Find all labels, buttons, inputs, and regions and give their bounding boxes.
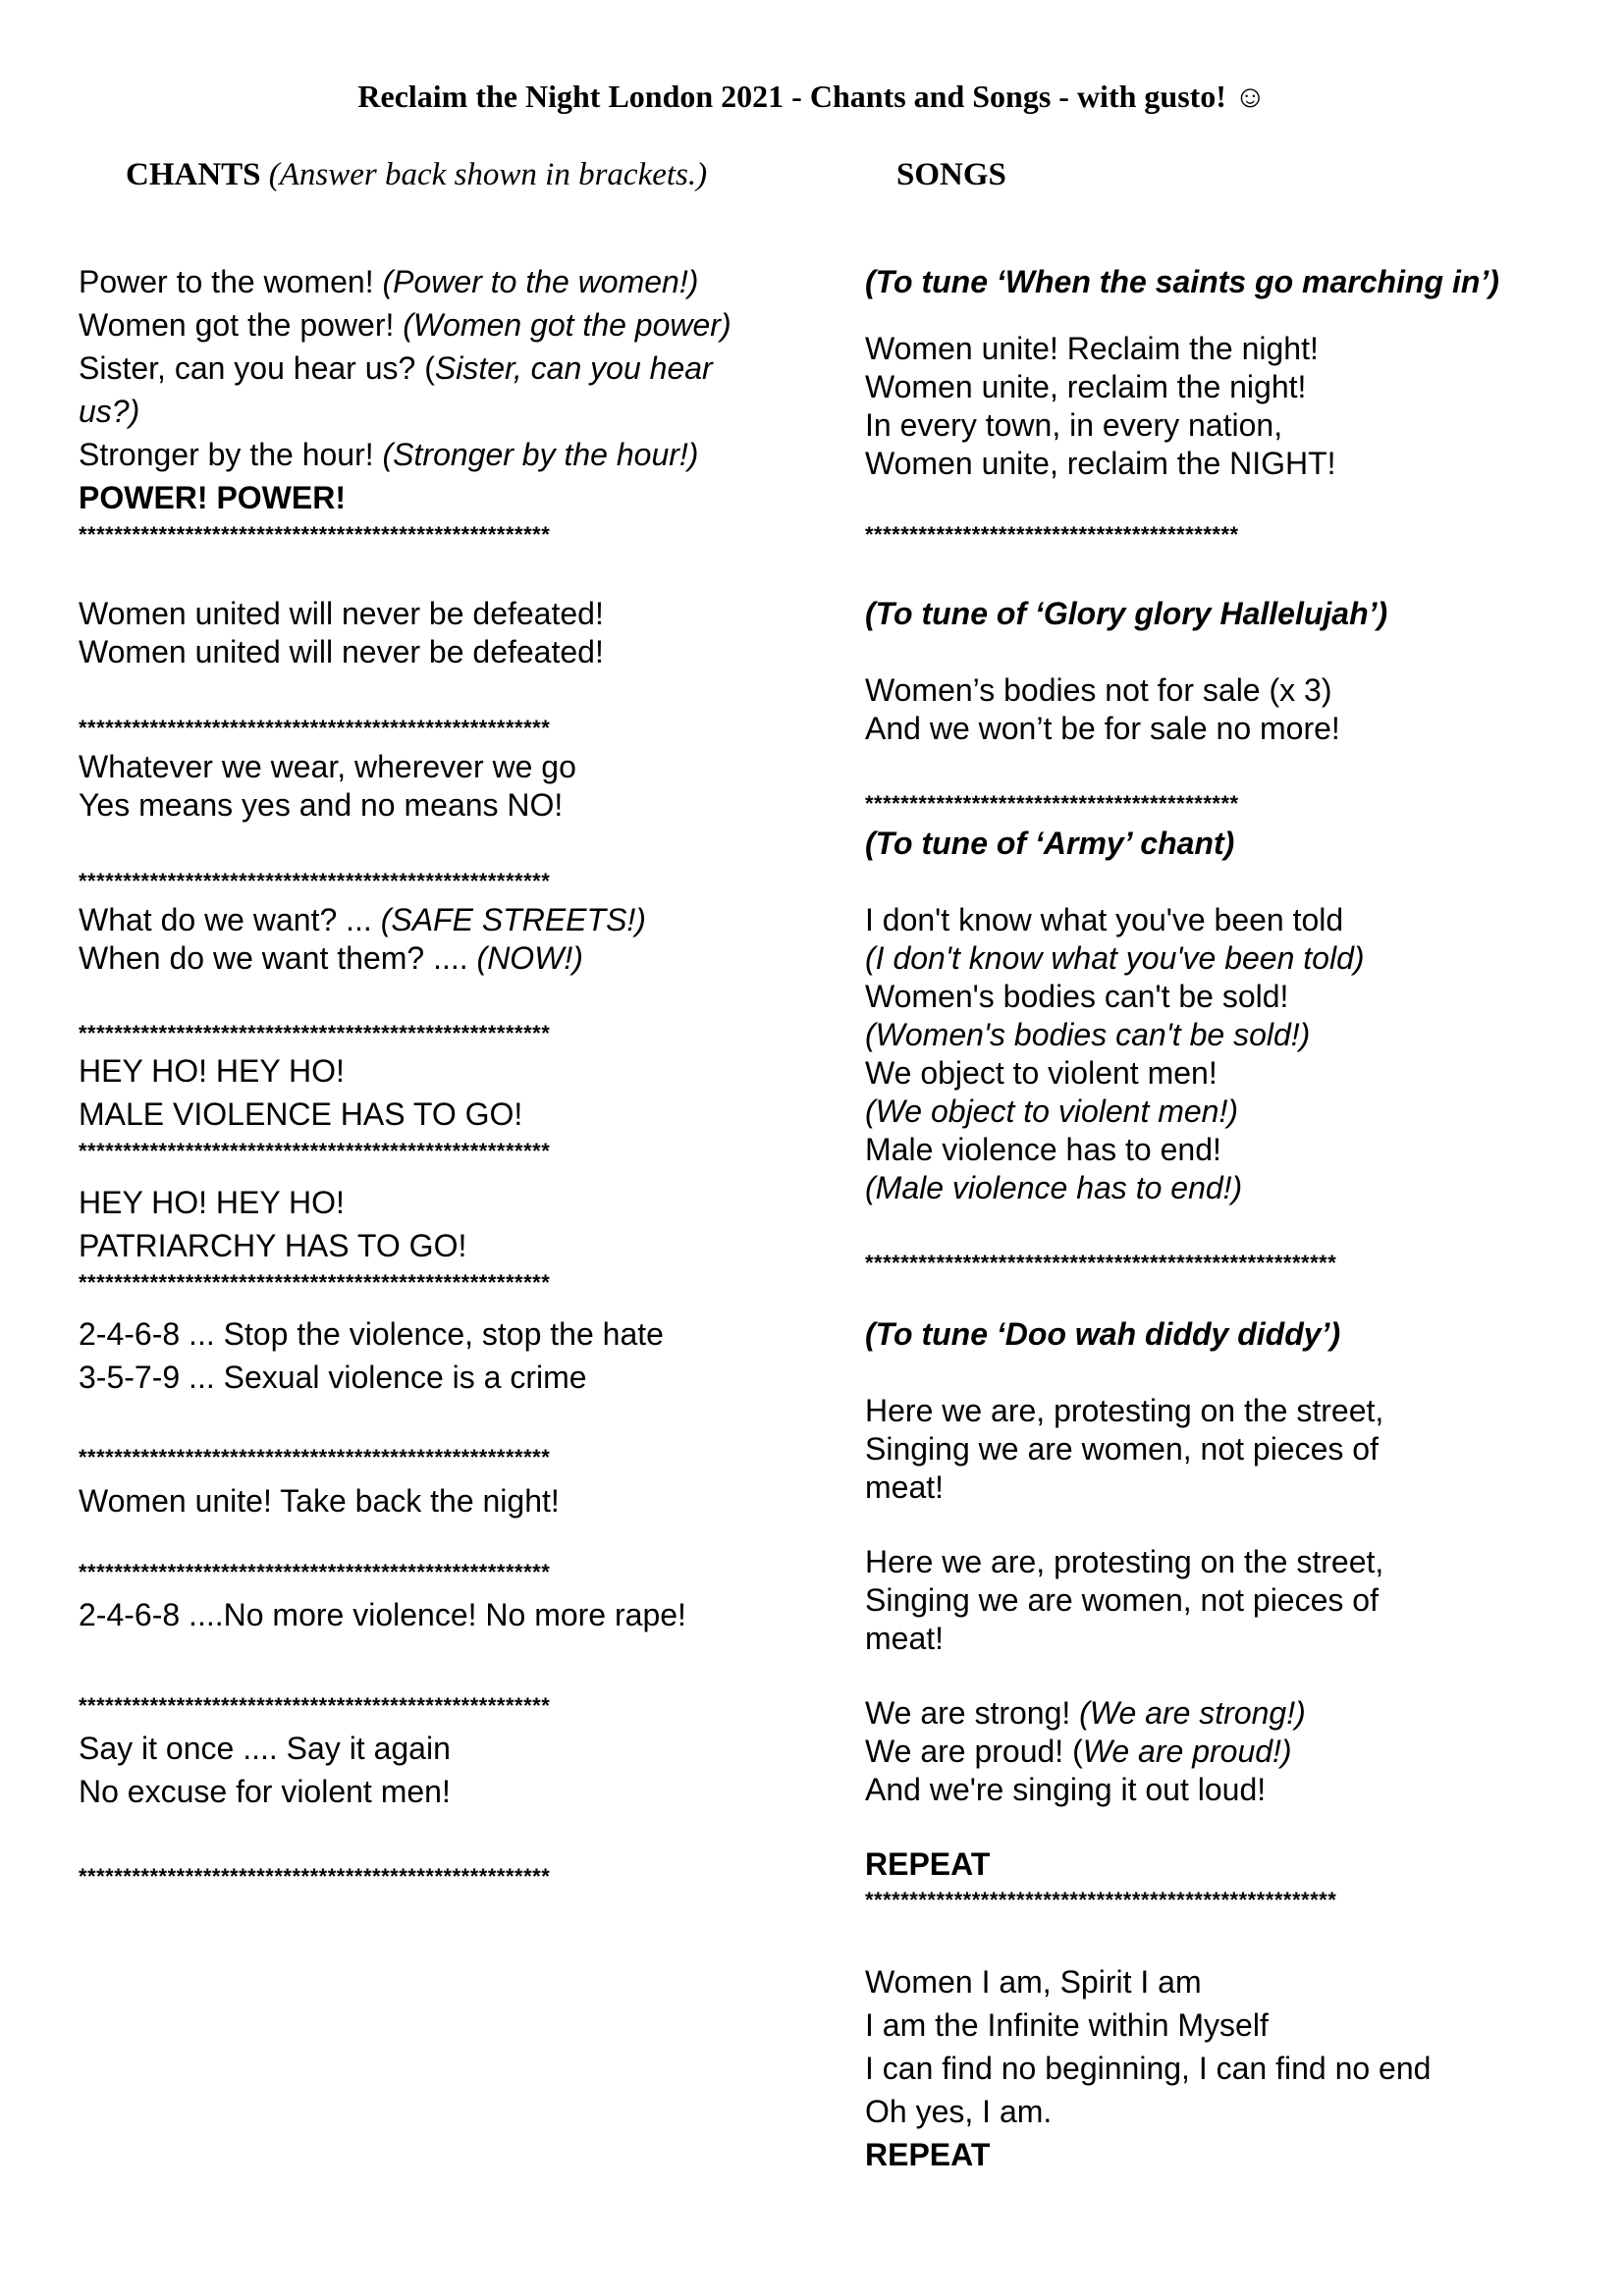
chant-line: Women united will never be defeated! bbox=[79, 596, 604, 631]
song-line: Oh yes, I am. bbox=[865, 2094, 1053, 2129]
chant-line: Stronger by the hour! (Stronger by the hour!) bbox=[79, 437, 699, 472]
chant-line: Yes means yes and no means NO! bbox=[79, 787, 564, 823]
star-divider: ***************************************************** bbox=[79, 1021, 551, 1045]
chant-line: What do we want? ... (SAFE STREETS!) bbox=[79, 902, 646, 937]
song-line: We are strong! (We are strong!) bbox=[865, 1695, 1306, 1731]
song-line: Women's bodies can't be sold! bbox=[865, 979, 1289, 1014]
star-divider: ***************************************************** bbox=[865, 1888, 1337, 1912]
song-tune-heading: (To tune ‘Doo wah diddy diddy’) bbox=[865, 1316, 1341, 1352]
song-line: We are proud! (We are proud!) bbox=[865, 1734, 1292, 1769]
song-line: Women unite! Reclaim the night! bbox=[865, 331, 1319, 366]
song-tune-heading: (To tune of ‘Glory glory Hallelujah’) bbox=[865, 596, 1388, 631]
chant-line: HEY HO! HEY HO! bbox=[79, 1185, 345, 1220]
star-divider: ***************************************************** bbox=[79, 1864, 551, 1889]
star-divider: ***************************************************** bbox=[79, 1139, 551, 1163]
song-tune-heading: (To tune ‘When the saints go marching in’) bbox=[865, 264, 1499, 299]
song-line: I am the Infinite within Myself bbox=[865, 2007, 1269, 2043]
chant-line: 2-4-6-8 ... Stop the violence, stop the hate bbox=[79, 1316, 664, 1352]
song-line: I can find no beginning, I can find no end bbox=[865, 2051, 1432, 2086]
page-title: Reclaim the Night London 2021 - Chants and Songs - with gusto! ☺ bbox=[357, 79, 1267, 114]
chant-line: 3-5-7-9 ... Sexual violence is a crime bbox=[79, 1360, 587, 1395]
song-tune-heading: (To tune of ‘Army’ chant) bbox=[865, 826, 1235, 861]
song-line: Singing we are women, not pieces of bbox=[865, 1582, 1379, 1618]
star-divider: ***************************************************** bbox=[79, 522, 551, 547]
song-line: Male violence has to end! bbox=[865, 1132, 1221, 1167]
chant-line: HEY HO! HEY HO! bbox=[79, 1053, 345, 1089]
chant-line: Power to the women! (Power to the women!) bbox=[79, 264, 699, 299]
chant-line: MALE VIOLENCE HAS TO GO! bbox=[79, 1096, 523, 1132]
song-line: We object to violent men! bbox=[865, 1055, 1218, 1091]
song-line: In every town, in every nation, bbox=[865, 407, 1283, 443]
song-line: Singing we are women, not pieces of bbox=[865, 1431, 1379, 1467]
chant-line: Say it once .... Say it again bbox=[79, 1731, 451, 1766]
chants-header bbox=[126, 157, 707, 193]
song-line: And we're singing it out loud! bbox=[865, 1772, 1267, 1807]
star-divider: ****************************************** bbox=[865, 791, 1239, 816]
chant-line: Women united will never be defeated! bbox=[79, 634, 604, 669]
chant-line: POWER! POWER! bbox=[79, 480, 346, 515]
chant-line: Whatever we wear, wherever we go bbox=[79, 749, 576, 784]
star-divider: ***************************************************** bbox=[865, 1251, 1337, 1275]
repeat-label: REPEAT bbox=[865, 1846, 991, 1882]
star-divider: ***************************************************** bbox=[79, 869, 551, 893]
chants-heading: CHANTS bbox=[126, 157, 261, 192]
chant-line: PATRIARCHY HAS TO GO! bbox=[79, 1228, 467, 1263]
songs-header bbox=[896, 157, 1006, 193]
star-divider: ***************************************************** bbox=[79, 716, 551, 740]
chant-line: Women got the power! (Women got the power) bbox=[79, 307, 731, 343]
song-line: Women unite, reclaim the night! bbox=[865, 369, 1307, 404]
chant-line: 2-4-6-8 ....No more violence! No more rape! bbox=[79, 1597, 686, 1632]
star-divider: ***************************************************** bbox=[79, 1693, 551, 1718]
chant-line: Sister, can you hear us? (Sister, can you hear bbox=[79, 350, 713, 386]
song-line: Women unite, reclaim the NIGHT! bbox=[865, 446, 1336, 481]
song-line: Here we are, protesting on the street, bbox=[865, 1393, 1384, 1428]
song-line: (Women's bodies can't be sold!) bbox=[865, 1017, 1311, 1052]
songs-heading: SONGS bbox=[896, 157, 1006, 192]
chant-line: us?) bbox=[79, 394, 140, 429]
star-divider: ***************************************************** bbox=[79, 1445, 551, 1469]
chant-line: Women unite! Take back the night! bbox=[79, 1483, 560, 1519]
song-line: (Male violence has to end!) bbox=[865, 1170, 1243, 1205]
repeat-label: REPEAT bbox=[865, 2137, 991, 2172]
star-divider: ***************************************************** bbox=[79, 1270, 551, 1295]
chants-note: (Answer back shown in brackets.) bbox=[268, 157, 708, 192]
song-line: meat! bbox=[865, 1621, 945, 1656]
song-line: meat! bbox=[865, 1469, 945, 1505]
song-line: I don't know what you've been told bbox=[865, 902, 1344, 937]
song-line: Women’s bodies not for sale (x 3) bbox=[865, 672, 1332, 708]
song-line: And we won’t be for sale no more! bbox=[865, 711, 1340, 746]
chant-line: When do we want them? .... (NOW!) bbox=[79, 940, 583, 976]
song-line: (I don't know what you've been told) bbox=[865, 940, 1365, 976]
chant-line: No excuse for violent men! bbox=[79, 1774, 451, 1809]
song-line: (We object to violent men!) bbox=[865, 1094, 1239, 1129]
song-line: Women I am, Spirit I am bbox=[865, 1964, 1202, 2000]
star-divider: ****************************************** bbox=[865, 522, 1239, 547]
star-divider: ***************************************************** bbox=[79, 1560, 551, 1584]
song-line: Here we are, protesting on the street, bbox=[865, 1544, 1384, 1579]
